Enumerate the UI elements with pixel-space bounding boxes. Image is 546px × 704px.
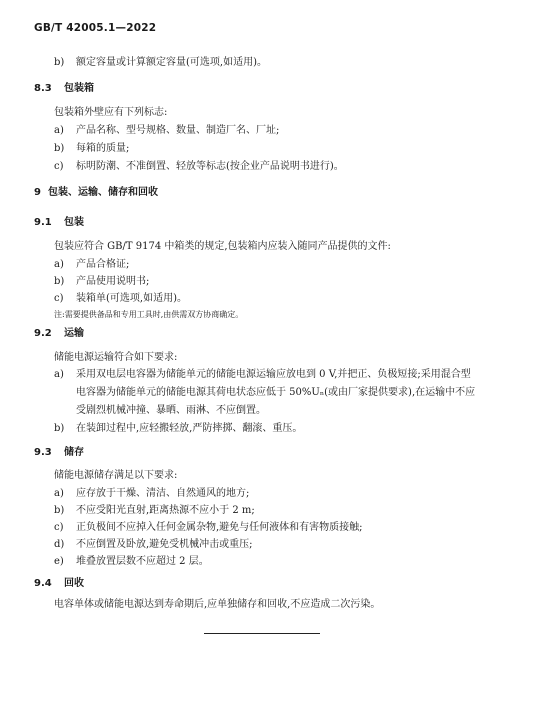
list-text: 正负极间不应掉入任何金属杂物,避免与任何液体和有害物质接触;	[76, 522, 363, 533]
section-number: 9.3	[34, 447, 52, 458]
paragraph: 储能电源运输符合如下要求:	[54, 352, 178, 363]
list-text: 不应受阳光直射,距离热源不应小于 2 m;	[76, 505, 255, 516]
list-text: 不应倒置及卧放,避免受机械冲击或重压;	[76, 539, 253, 550]
section-title: 储存	[64, 447, 84, 458]
list-item	[54, 555, 209, 569]
section-number: 9.4	[34, 578, 52, 589]
list-item	[54, 275, 149, 289]
list-text-line: 采用双电层电容器为储能单元的储能电源运输应放电到 0 V,并把正、负极短接;采用混合型	[76, 369, 471, 380]
paragraph: 包装箱外壁应有下列标志:	[54, 107, 168, 118]
list-text: 装箱单(可选项,如适用)。	[76, 293, 187, 304]
list-marker: b)	[54, 423, 65, 434]
list-item	[54, 504, 255, 518]
list-text: 每箱的质量;	[76, 143, 130, 154]
list-marker: c)	[54, 522, 64, 533]
list-marker: c)	[54, 293, 64, 304]
list-marker: c)	[54, 161, 64, 172]
list-marker: b)	[54, 276, 65, 287]
list-text: 在装卸过程中,应轻搬轻放,严防摔掷、翻滚、重压。	[76, 423, 303, 434]
list-marker: a)	[54, 488, 64, 499]
list-item	[54, 258, 129, 272]
list-marker: b)	[54, 143, 65, 154]
section-heading-9-4	[34, 577, 84, 591]
section-number: 9.2	[34, 328, 52, 339]
section-title: 包装箱	[64, 83, 94, 94]
section-title: 运输	[64, 328, 84, 339]
list-text: 产品名称、型号规格、数量、制造厂名、厂址;	[76, 125, 280, 136]
list-item	[54, 521, 363, 535]
end-rule	[204, 633, 320, 634]
section-title: 包装	[64, 217, 84, 228]
section-heading-9-1	[34, 216, 84, 230]
list-marker: d)	[54, 539, 65, 550]
section-title: 包装、运输、储存和回收	[48, 187, 158, 198]
section-number: 9.1	[34, 217, 52, 228]
list-item	[54, 142, 129, 156]
section-number: 8.3	[34, 83, 52, 94]
list-item	[54, 56, 267, 70]
list-item	[54, 422, 302, 436]
section-heading-9-2	[34, 327, 84, 341]
chapter-heading-9	[34, 186, 158, 200]
list-item	[54, 292, 187, 306]
list-text: 额定容量或计算额定容量(可选项,如适用)。	[76, 57, 267, 68]
paragraph: 包装应符合 GB/T 9174 中箱类的规定,包装箱内应装入随同产品提供的文件:	[54, 241, 391, 252]
list-marker: a)	[54, 369, 64, 380]
list-text: 堆叠放置层数不应超过 2 层。	[76, 556, 209, 567]
list-item	[54, 160, 344, 174]
list-item	[54, 124, 279, 138]
list-text: 标明防潮、不准倒置、轻放等标志(按企业产品说明书进行)。	[76, 161, 344, 172]
list-text-line: 电容器为储能单元的储能电源其荷电状态应低于 50%Uₙ(或由厂家提供要求),在运输中不应	[76, 387, 476, 398]
list-item	[54, 368, 471, 382]
list-marker: e)	[54, 556, 64, 567]
list-text: 产品合格证;	[76, 259, 130, 270]
list-text: 应存放于干燥、清洁、自然通风的地方;	[76, 488, 250, 499]
list-marker: b)	[54, 57, 65, 68]
section-heading-8-3	[34, 82, 94, 96]
list-item	[54, 487, 249, 501]
list-item	[54, 538, 253, 552]
standard-number-header: GB/T 42005.1—2022	[34, 22, 157, 34]
list-marker: b)	[54, 505, 65, 516]
section-title: 回收	[64, 578, 84, 589]
section-number: 9	[34, 187, 41, 198]
list-marker: a)	[54, 125, 64, 136]
list-text: 产品使用说明书;	[76, 276, 150, 287]
paragraph: 电容单体或储能电源达到寿命期后,应单独储存和回收,不应造成二次污染。	[54, 599, 381, 610]
note-text: 注:需要提供备品和专用工具时,由供需双方协商确定。	[54, 310, 244, 319]
paragraph: 储能电源储存满足以下要求:	[54, 470, 178, 481]
list-marker: a)	[54, 259, 64, 270]
section-heading-9-3	[34, 446, 84, 460]
list-text-line: 受剧烈机械冲撞、暴晒、雨淋、不应倒置。	[76, 405, 266, 416]
